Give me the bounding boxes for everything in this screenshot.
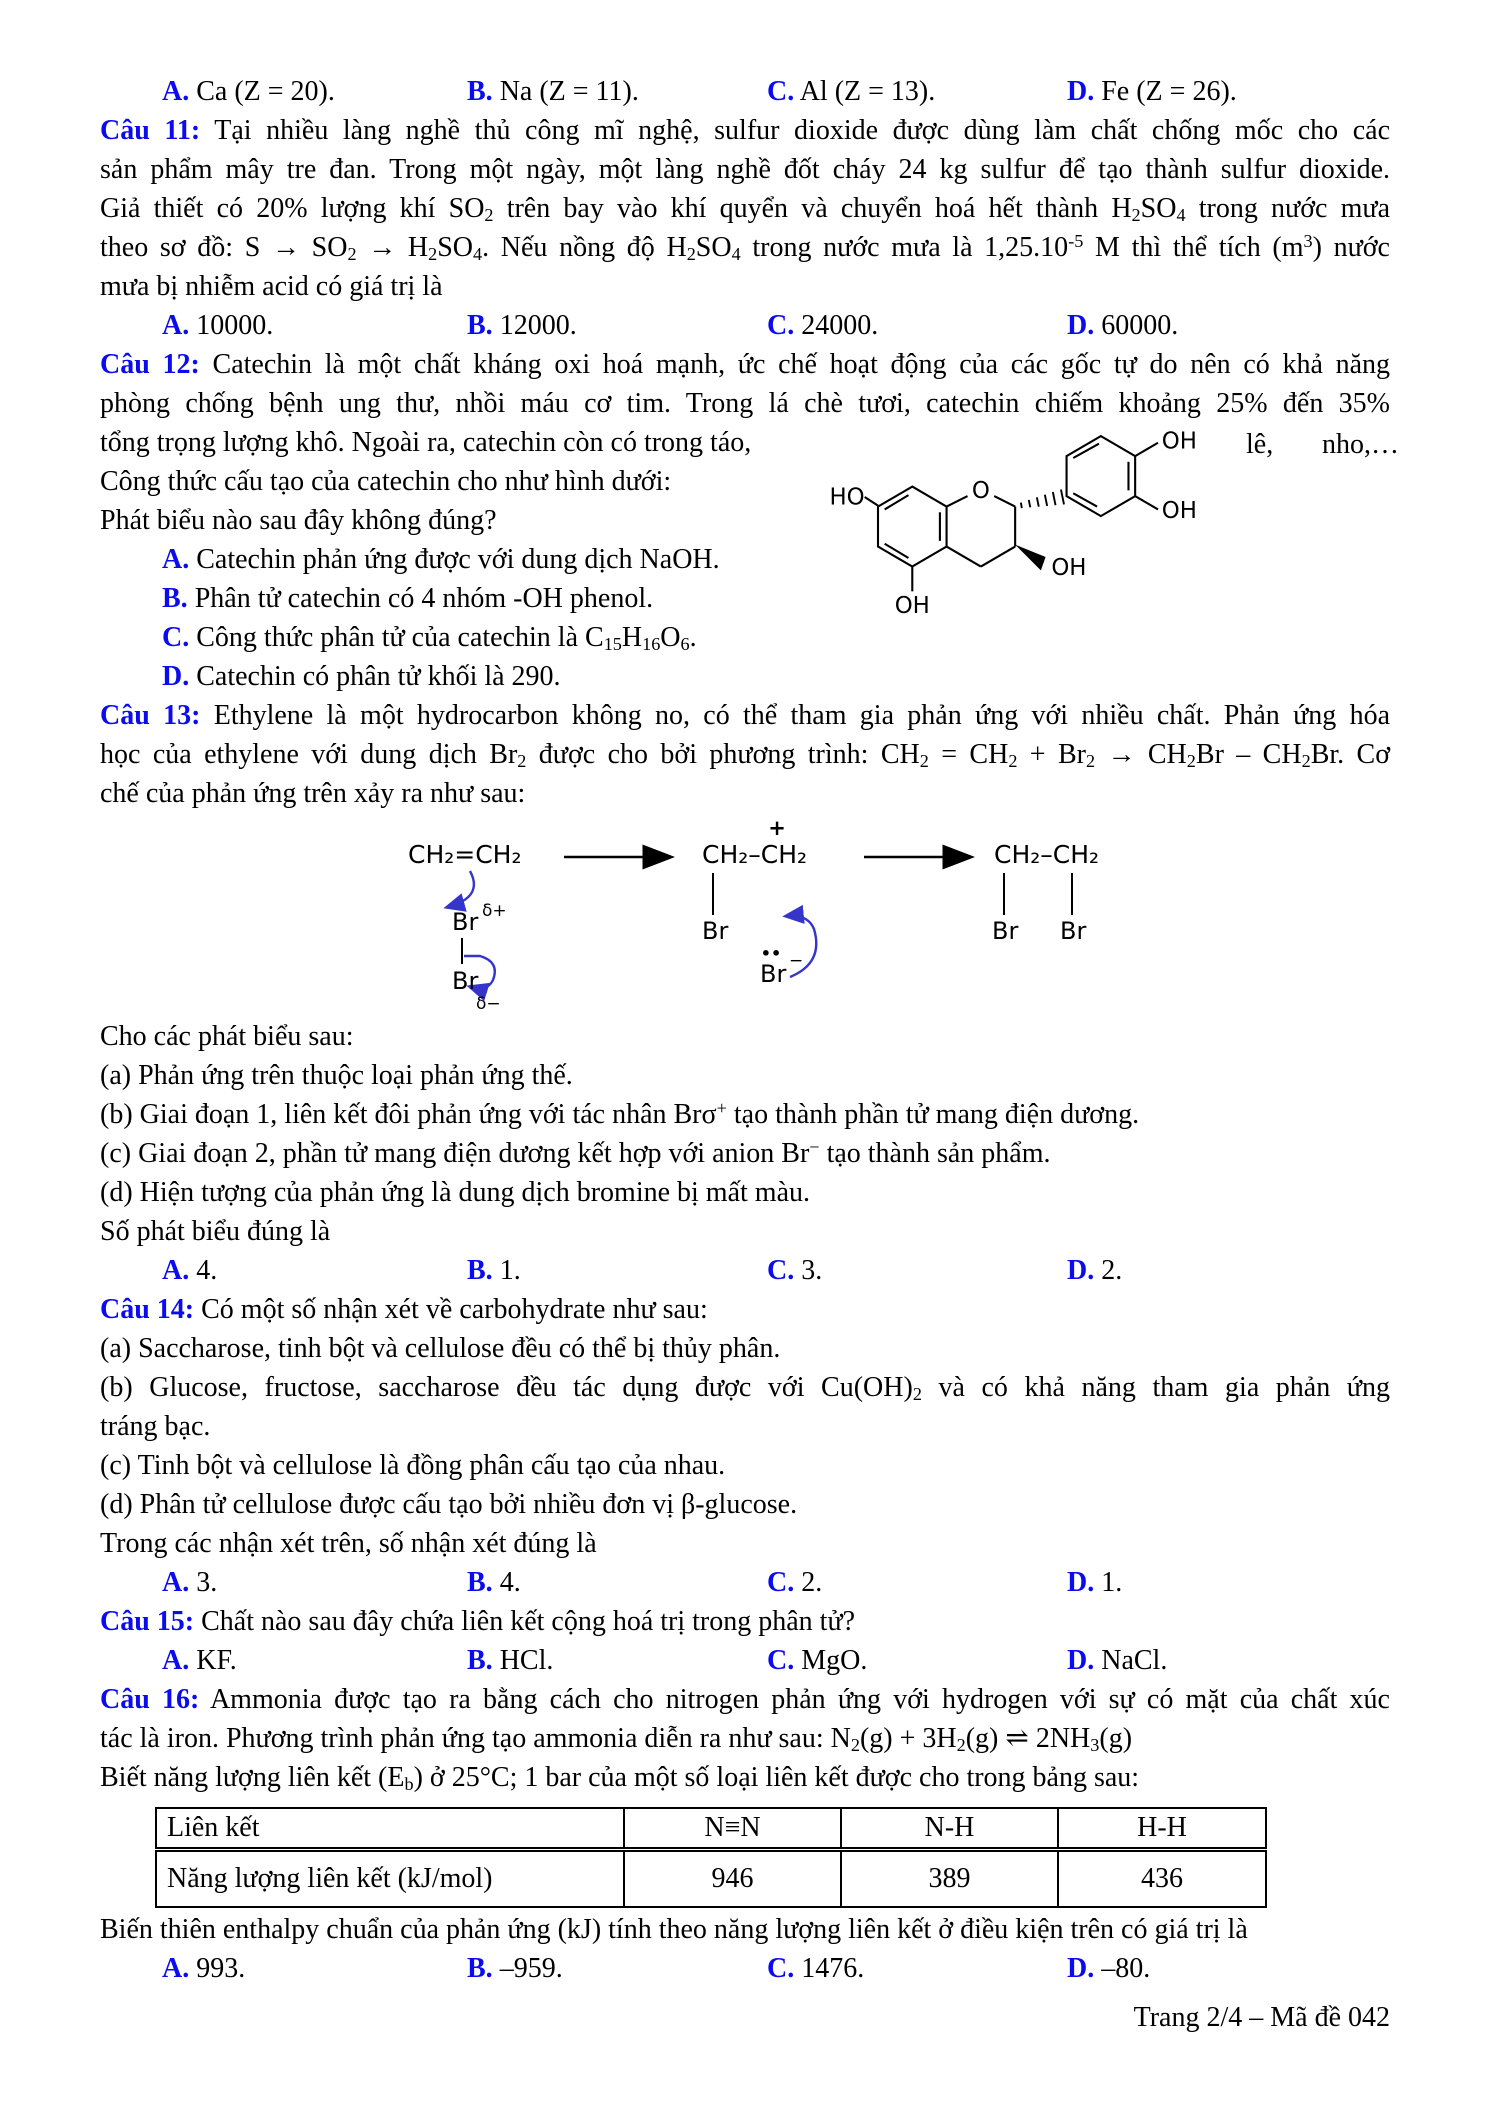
- question-text-line: mưa bị nhiễm acid có giá trị là: [100, 271, 443, 302]
- option-text: 993.: [196, 1953, 246, 1984]
- option-letter: C.: [767, 1255, 795, 1286]
- option-a: [162, 306, 467, 345]
- atom-label-oh-right: OH: [1161, 498, 1197, 524]
- question-13: [100, 696, 1390, 1290]
- option-text: –80.: [1101, 1953, 1151, 1984]
- option-letter: C.: [162, 622, 190, 653]
- option-text: Phân tử catechin có 4 nhóm -OH phenol.: [194, 583, 654, 614]
- table-cell-value: 389: [841, 1850, 1058, 1908]
- page-footer: Trang 2/4 – Mã đề 042: [1133, 2002, 1390, 2033]
- bond-energy-table: [155, 1807, 1267, 1908]
- br-label: Br: [992, 917, 1019, 945]
- question-text-line: chế của phản ứng trên xảy ra như sau:: [100, 778, 526, 809]
- table-header-cell: N-H: [841, 1808, 1058, 1850]
- option-letter: A.: [162, 1255, 190, 1286]
- bromide-anion-label: Br: [760, 960, 787, 988]
- question-text-line: phòng chống bệnh ung thư, nhồi máu cơ tim. Trong lá chè tươi, catechin chiếm khoảng 25% đến 35%: [100, 388, 1390, 419]
- option-text: 2.: [801, 1567, 823, 1598]
- answer-options-row: [100, 1251, 1390, 1290]
- delta-minus-label: δ−: [476, 994, 501, 1014]
- option-a: [162, 1563, 467, 1602]
- statement-line: (d) Phân tử cellulose được cấu tạo bởi nhiều đơn vị β-glucose.: [100, 1489, 798, 1520]
- option-d: [162, 657, 1390, 696]
- question-text-line: [100, 1680, 1390, 1719]
- option-b: [467, 1563, 767, 1602]
- option-letter: D.: [1067, 76, 1095, 107]
- option-letter: B.: [467, 1645, 493, 1676]
- statement-line: (b) Giai đoạn 1, liên kết đôi phản ứng với tác nhân Brσ+ tạo thành phần tử mang điện dương.: [100, 1097, 1140, 1130]
- table-header-cell: N≡N: [624, 1808, 841, 1850]
- option-letter: D.: [1067, 1255, 1095, 1286]
- table-cell-row-label: Năng lượng liên kết (kJ/mol): [156, 1850, 624, 1908]
- atom-label-ho: HO: [829, 484, 865, 511]
- wrapped-word: nho,…: [1322, 429, 1399, 460]
- option-letter: B.: [162, 583, 188, 614]
- option-c: [767, 72, 1067, 111]
- option-a: [162, 72, 467, 111]
- option-text: 1476.: [801, 1953, 865, 1984]
- option-text: –959.: [499, 1953, 563, 1984]
- option-text: 2.: [1101, 1255, 1123, 1286]
- option-letter: A.: [162, 1567, 190, 1598]
- option-text: HCl.: [499, 1645, 554, 1676]
- option-text: Fe (Z = 26).: [1101, 76, 1237, 107]
- option-d: [1067, 1563, 1390, 1602]
- option-letter: D.: [1067, 1953, 1095, 1984]
- curly-arrow-pi-to-br: [448, 871, 474, 907]
- statement-line: (c) Giai đoạn 2, phần tử mang điện dương kết hợp với anion Br− tạo thành sản phẩm.: [100, 1136, 1051, 1169]
- option-c: [767, 1949, 1067, 1988]
- answer-options-row: [100, 618, 1390, 657]
- ethylene-formula: CH₂=CH₂: [408, 840, 522, 869]
- option-text: Ca (Z = 20).: [196, 76, 335, 107]
- table-header-cell: H-H: [1058, 1808, 1266, 1850]
- delta-plus-label: δ+: [482, 901, 507, 921]
- option-c: [767, 306, 1067, 345]
- question-label: Câu 15:: [100, 1606, 195, 1637]
- table-header-row: [156, 1808, 1266, 1850]
- option-letter: B.: [467, 310, 493, 341]
- question-text: Catechin là một chất kháng oxi hoá mạnh, ức chế hoạt động của các gốc tự do nên có khả năng: [212, 349, 1390, 380]
- question-label: Câu 14:: [100, 1294, 195, 1325]
- option-letter: C.: [767, 1645, 795, 1676]
- question-text-line: tổng trọng lượng khô. Ngoài ra, catechin còn có trong táo,: [100, 427, 752, 458]
- br-label: Br: [1060, 917, 1087, 945]
- question-text-line: Công thức cấu tạo của catechin cho như hình dưới:: [100, 466, 672, 497]
- question-11: [100, 111, 1390, 345]
- option-c: [162, 618, 1390, 657]
- wrapped-word: lê,: [1246, 429, 1274, 460]
- question-text-line: Trong các nhận xét trên, số nhận xét đúng là: [100, 1528, 597, 1559]
- option-letter: B.: [467, 1255, 493, 1286]
- option-text: Al (Z = 13).: [799, 76, 936, 107]
- question-text-line: Biến thiên enthalpy chuẩn của phản ứng (kJ) tính theo năng lượng liên kết ở điều kiện trên có giá trị là: [100, 1914, 1248, 1945]
- option-letter: A.: [162, 310, 190, 341]
- option-text: Công thức phân tử của catechin là $C_{15}H_{16}O_6$.: [196, 622, 697, 654]
- question-text-line: tác là iron. Phương trình phản ứng tạo ammonia diễn ra như sau: $N_2(g) + 3H_2(g)$ ⇌ $2NH_3(g)$: [100, 1723, 1133, 1755]
- option-text: Na (Z = 11).: [499, 76, 639, 107]
- option-b: [467, 1949, 767, 1988]
- option-letter: A.: [162, 76, 190, 107]
- plus-charge-label: +: [768, 817, 786, 840]
- option-c: [767, 1251, 1067, 1290]
- question-text-line: [100, 1290, 1390, 1329]
- option-letter: A.: [162, 544, 190, 575]
- statement-line: (a) Phản ứng trên thuộc loại phản ứng thế.: [100, 1060, 573, 1091]
- atom-label-oh-c3: OH: [1051, 555, 1087, 582]
- question-text-line: Số phát biểu đúng là: [100, 1216, 331, 1247]
- option-text: 60000.: [1101, 310, 1179, 341]
- statement-line: (c) Tinh bột và cellulose là đồng phân cấu tạo của nhau.: [100, 1450, 726, 1481]
- question-text: Chất nào sau đây chứa liên kết cộng hoá trị trong phân tử?: [201, 1606, 856, 1637]
- table-row: [156, 1850, 1266, 1908]
- br-label: Br: [452, 967, 479, 995]
- atom-label-o: O: [971, 478, 990, 504]
- option-letter: B.: [467, 1953, 493, 1984]
- option-text: NaCl.: [1101, 1645, 1168, 1676]
- option-letter: D.: [162, 661, 190, 692]
- option-a: [162, 1641, 467, 1680]
- statement-line: (b) Glucose, fructose, saccharose đều tác dụng được với $Cu(OH)_2$ và có khả năng tham gia phản ứng: [100, 1372, 1390, 1404]
- question-text-line: Biết năng lượng liên kết $(E_b)$ ở 25°C; 1 bar của một số loại liên kết được cho trong bảng sau:: [100, 1762, 1140, 1794]
- question-16: [100, 1680, 1390, 1988]
- option-a: [162, 1949, 467, 1988]
- option-d: [1067, 1949, 1390, 1988]
- question-text-line: học của ethylene với dung dịch $Br_2$ được cho bởi phương trình: $CH_2 = CH_2 + Br_2 \to CH_2Br - CH_2Br$. Cơ: [100, 739, 1391, 771]
- option-b: [467, 306, 767, 345]
- option-d: [1067, 1251, 1390, 1290]
- question-label: Câu 13:: [100, 700, 201, 731]
- answer-options-row: [100, 657, 1390, 696]
- statement-line: tráng bạc.: [100, 1411, 211, 1442]
- option-text: 4.: [499, 1567, 521, 1598]
- question-text-line: [100, 1602, 1390, 1641]
- option-d: [1067, 1641, 1390, 1680]
- option-letter: A.: [162, 1953, 190, 1984]
- option-text: KF.: [196, 1645, 237, 1676]
- minus-charge-label: −: [789, 951, 804, 971]
- option-letter: D.: [1067, 1645, 1095, 1676]
- table-cell-value: 436: [1058, 1850, 1266, 1908]
- answer-options-row: [100, 306, 1390, 345]
- statement-line: Cho các phát biểu sau:: [100, 1021, 354, 1052]
- question-text-line: theo sơ đồ: $S \to SO_2 \to H_2SO_4$. Nếu nồng độ $H_2SO_4$ trong nước mưa là $1,25.10^{-5}$ M thì thể tích $(m^3)$ nước: [100, 230, 1390, 264]
- option-text: 12000.: [499, 310, 577, 341]
- option-text: 1.: [499, 1255, 521, 1286]
- atom-label-oh-bottom: OH: [894, 593, 930, 618]
- option-letter: D.: [1067, 310, 1095, 341]
- option-text: 4.: [196, 1255, 218, 1286]
- reaction-mechanism-diagram: [372, 817, 1112, 1017]
- option-text: 24000.: [801, 310, 879, 341]
- option-text: MgO.: [801, 1645, 868, 1676]
- dibromide-formula: CH₂–CH₂: [994, 840, 1100, 869]
- option-b: [467, 1641, 767, 1680]
- option-letter: B.: [467, 1567, 493, 1598]
- option-text: 3.: [196, 1567, 218, 1598]
- question-text-line: Phát biểu nào sau đây không đúng?: [100, 505, 497, 536]
- question-text-line: [100, 345, 1390, 384]
- option-a: [162, 1251, 467, 1290]
- table-cell-value: 946: [624, 1850, 841, 1908]
- option-text: Catechin có phân tử khối là 290.: [196, 661, 561, 692]
- option-text: Catechin phản ứng được với dung dịch NaOH.: [196, 544, 720, 575]
- question-text: Ethylene là một hydrocarbon không no, có thể tham gia phản ứng với nhiều chất. Phản ứng hóa: [213, 700, 1391, 731]
- option-c: [767, 1641, 1067, 1680]
- option-text: 3.: [801, 1255, 823, 1286]
- option-d: [1067, 72, 1390, 111]
- option-c: [767, 1563, 1067, 1602]
- bold-wedge-bond: [1015, 545, 1045, 571]
- br-label: Br: [702, 917, 729, 945]
- catechin-structure-image: [818, 418, 1218, 618]
- question-text-line: sản phẩm mây tre đan. Trong một ngày, một làng nghề đốt cháy 24 kg sulfur để tạo thành sulfur dioxide.: [100, 154, 1390, 185]
- answer-options-row: [100, 1641, 1390, 1680]
- answer-options-row: [100, 1949, 1390, 1988]
- option-letter: C.: [767, 310, 795, 341]
- question-text: Có một số nhận xét về carbohydrate như sau:: [201, 1294, 708, 1325]
- question-15: [100, 1602, 1390, 1680]
- option-b: [467, 1251, 767, 1290]
- question-12: [100, 345, 1399, 696]
- option-letter: D.: [1067, 1567, 1095, 1598]
- question-text-line: [100, 111, 1390, 150]
- option-letter: C.: [767, 76, 795, 107]
- question-label: Câu 11:: [100, 115, 201, 146]
- question-text-line: [100, 696, 1390, 735]
- option-text: 1.: [1101, 1567, 1123, 1598]
- br-label: Br: [452, 908, 479, 936]
- hashed-wedge-bond: [1021, 490, 1064, 509]
- option-letter: C.: [767, 1567, 795, 1598]
- bond-lines: [865, 436, 1158, 591]
- carbocation-formula: CH₂–CH₂: [702, 840, 808, 869]
- option-text: 10000.: [196, 310, 274, 341]
- question-label: Câu 16:: [100, 1684, 200, 1715]
- option-b: [467, 72, 767, 111]
- option-letter: C.: [767, 1953, 795, 1984]
- question-14: [100, 1290, 1390, 1602]
- option-d: [1067, 306, 1390, 345]
- table-header-cell: Liên kết: [156, 1808, 624, 1850]
- question-text: Tại nhiều làng nghề thủ công mĩ nghệ, sulfur dioxide được dùng làm chất chống mốc cho các: [214, 115, 1390, 146]
- option-letter: A.: [162, 1645, 190, 1676]
- answer-options-row: [100, 1563, 1390, 1602]
- statement-line: (d) Hiện tượng của phản ứng là dung dịch bromine bị mất màu.: [100, 1177, 810, 1208]
- question-text-line: Giả thiết có 20% lượng khí $SO_2$ trên bay vào khí quyển và chuyển hoá hết thành $H_2SO_4$ trong nước mưa: [100, 193, 1390, 225]
- lone-pair-dots: ••: [760, 944, 782, 963]
- answer-options-row-prev: [100, 72, 1390, 111]
- option-letter: B.: [467, 76, 493, 107]
- atom-label-oh-top-right: OH: [1161, 428, 1197, 455]
- question-text: Ammonia được tạo ra bằng cách cho nitrogen phản ứng với hydrogen với sự có mặt của chất xúc: [209, 1684, 1390, 1715]
- statement-line: (a) Saccharose, tinh bột và cellulose đều có thể bị thủy phân.: [100, 1333, 781, 1364]
- question-label: Câu 12:: [100, 349, 200, 380]
